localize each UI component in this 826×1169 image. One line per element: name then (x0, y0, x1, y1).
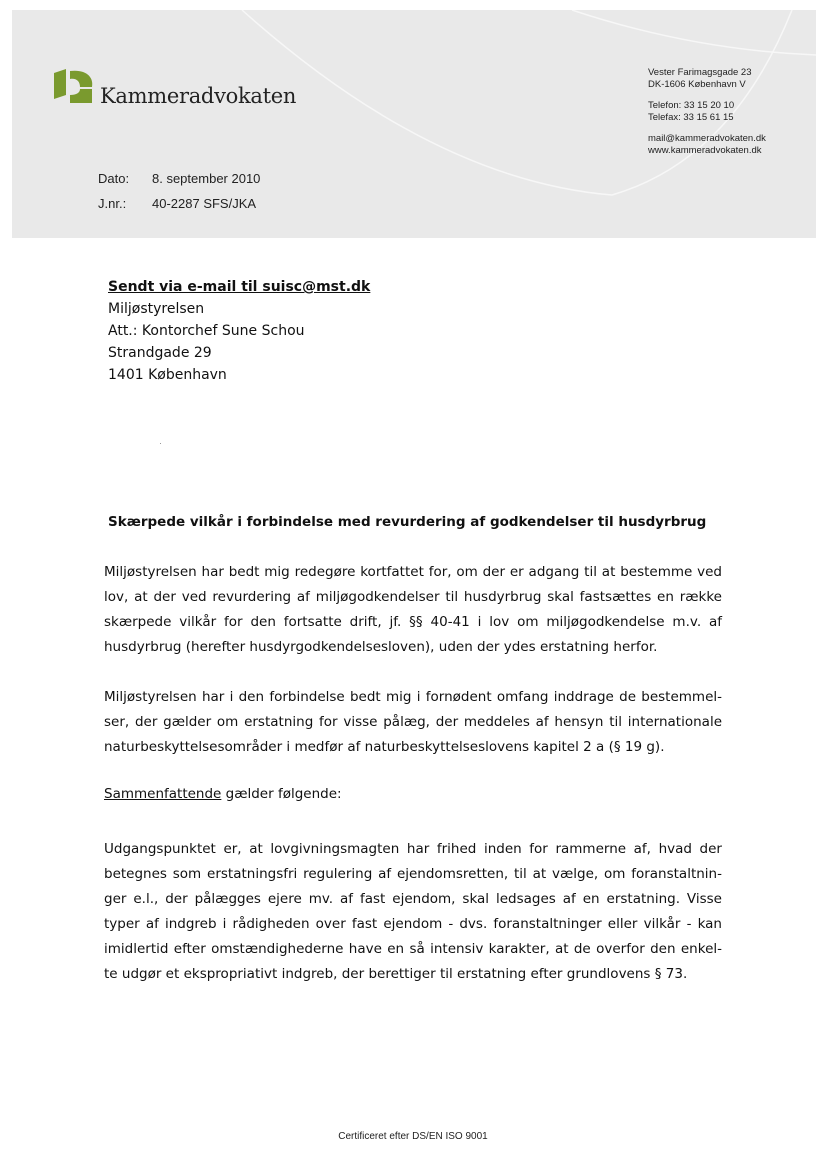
text-line: lov, at der ved revurdering af miljøgodkendelser til husdyrbrug skal fastsættes en række (104, 589, 722, 605)
letter-subject: Skærpede vilkår i forbindelse med revurdering af godkendelser til husdyrbrug (108, 514, 707, 530)
summary-rest: gælder følgende: (221, 786, 342, 802)
kammeradvokaten-logo (40, 63, 96, 109)
summary-heading (104, 786, 342, 802)
text-line: Udgangspunktet er, at lovgivningsmagten har frihed inden for rammerne af, hvad der (104, 841, 722, 857)
text-line: naturbeskyttelsesområder i medfør af naturbeskyttelseslovens kapitel 2 a (§ 19 g). (104, 739, 665, 755)
date-label: Dato: (98, 171, 130, 186)
paragraph-1 (104, 560, 722, 660)
text-line: husdyrbrug (herefter husdyrgodkendelsesloven), uden der ydes erstatning herfor. (104, 639, 658, 655)
text-line: Miljøstyrelsen har bedt mig redegøre kortfattet for, om der er adgang til at bestemme ved (104, 564, 722, 580)
paragraph-2 (104, 685, 722, 760)
phone-number: Telefon: 33 15 20 10 (648, 100, 735, 111)
recipient-attention: Att.: Kontorchef Sune Schou (108, 323, 305, 339)
brand-name: Kammeradvokaten (100, 84, 297, 108)
text-line: ger e.l., der pålægges ejere mv. af fast ejendom, skal ledsages af en erstatning. Visse (104, 891, 722, 907)
email-address: mail@kammeradvokaten.dk (648, 133, 766, 144)
address-street: Vester Farimagsgade 23 (648, 67, 752, 78)
text-line: ser, der gælder om erstatning for visse pålæg, der meddeles af hensyn til internationale (104, 714, 722, 730)
journal-number-label: J.nr.: (98, 196, 127, 211)
letter-meta (98, 166, 260, 216)
website: www.kammeradvokaten.dk (648, 144, 762, 156)
address-city: DK-1606 København V (648, 78, 746, 90)
fax-number: Telefax: 33 15 61 15 (648, 111, 734, 123)
recipient-city: 1401 København (108, 367, 227, 383)
text-line: imidlertid efter omstændighederne have en så intensiv karakter, at de overfor den enkel- (104, 941, 722, 957)
date-value: 8. september 2010 (152, 171, 261, 186)
text-line: typer af indgreb i rådigheden over fast ejendom - dvs. foranstaltninger eller vilkår - kan (104, 916, 722, 932)
text-line: te udgør et ekspropriativt indgreb, der berettiger til erstatning efter grundlovens § 73. (104, 966, 688, 982)
contact-address (648, 67, 766, 156)
certification-footer: Certificeret efter DS/EN ISO 9001 (338, 1131, 488, 1142)
recipient-block (108, 276, 370, 386)
recipient-org: Miljøstyrelsen (108, 301, 205, 317)
text-line: skærpede vilkår for den fortsatte drift, jf. §§ 40-41 i lov om miljøgodkendelse m.v. af (104, 614, 722, 630)
paragraph-3 (104, 837, 722, 987)
recipient-street: Strandgade 29 (108, 345, 212, 361)
scan-speck (160, 443, 161, 444)
text-line: Miljøstyrelsen har i den forbindelse bedt mig i fornødent omfang inddrage de bestemmel- (104, 689, 722, 705)
text-line: betegnes som erstatningsfri regulering af ejendomsretten, til at vælge, om foranstaltnin- (104, 866, 722, 882)
journal-number-value: 40-2287 SFS/JKA (152, 196, 257, 211)
sent-via-email: Sendt via e-mail til suisc@mst.dk (108, 279, 371, 295)
summary-underlined: Sammenfattende (104, 786, 222, 802)
